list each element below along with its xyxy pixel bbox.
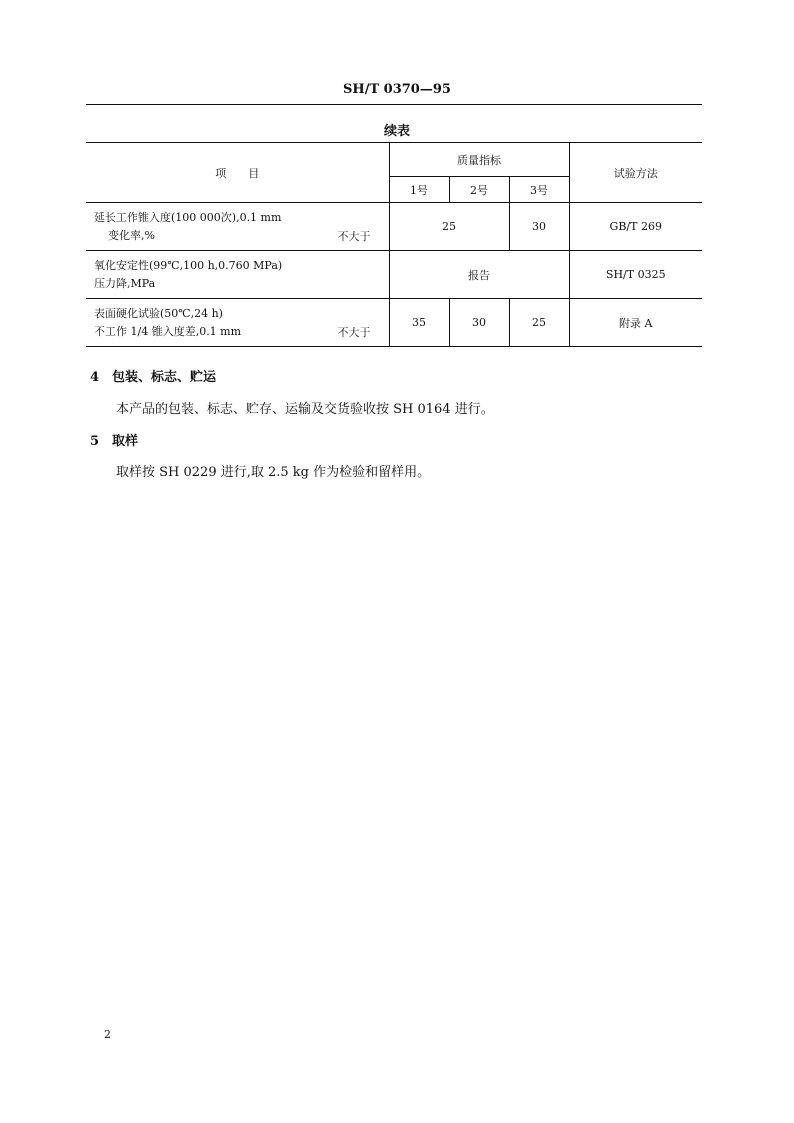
specification-table — [86, 142, 702, 347]
limit-label: 不大于 — [337, 230, 371, 243]
row-item — [86, 251, 389, 299]
value-grade-3: 25 — [509, 299, 569, 347]
table-caption: 续表 — [383, 124, 410, 139]
item-line-1: 延长工作锥入度(100 000次),0.1 mm — [94, 210, 282, 224]
row-item — [86, 299, 389, 347]
section-heading-5 — [90, 430, 138, 449]
section-number: 4 — [90, 370, 100, 385]
limit-label: 不大于 — [337, 326, 371, 339]
item-line-2: 变化率,% — [108, 228, 155, 242]
table-row — [86, 203, 702, 251]
test-method: SH/T 0325 — [569, 251, 702, 299]
value-grade-2: 30 — [449, 299, 509, 347]
document-code-header: SH/T 0370—95 — [343, 82, 451, 97]
section-4-text: 本产品的包装、标志、贮存、运输及交货验收按 SH 0164 进行。 — [116, 402, 494, 417]
section-5-text: 取样按 SH 0229 进行,取 2.5 kg 作为检验和留样用。 — [116, 465, 431, 480]
header-quality-index: 质量指标 — [389, 143, 569, 177]
test-method: 附录 A — [569, 299, 702, 347]
item-line-1: 表面硬化试验(50℃,24 h) — [94, 306, 223, 320]
header-test-method: 试验方法 — [569, 143, 702, 203]
value-grade-1-2: 25 — [389, 203, 509, 251]
header-rule — [86, 104, 702, 105]
table-row — [86, 251, 702, 299]
value-all-grades: 报告 — [389, 251, 569, 299]
header-grade-2: 2号 — [449, 177, 509, 203]
header-item: 项 目 — [86, 143, 389, 203]
header-grade-1: 1号 — [389, 177, 449, 203]
page-number: 2 — [104, 1028, 111, 1041]
row-item — [86, 203, 389, 251]
item-line-2: 压力降,MPa — [94, 276, 156, 290]
value-grade-3: 30 — [509, 203, 569, 251]
section-number: 5 — [90, 434, 100, 449]
header-grade-3: 3号 — [509, 177, 569, 203]
item-line-1: 氧化安定性(99℃,100 h,0.760 MPa) — [94, 258, 283, 272]
item-line-2: 不工作 1/4 锥入度差,0.1 mm — [94, 324, 242, 338]
section-title: 包装、标志、贮运 — [112, 370, 217, 385]
section-title: 取样 — [112, 434, 139, 449]
section-heading-4 — [90, 366, 216, 385]
value-grade-1: 35 — [389, 299, 449, 347]
test-method: GB/T 269 — [569, 203, 702, 251]
table-row — [86, 299, 702, 347]
